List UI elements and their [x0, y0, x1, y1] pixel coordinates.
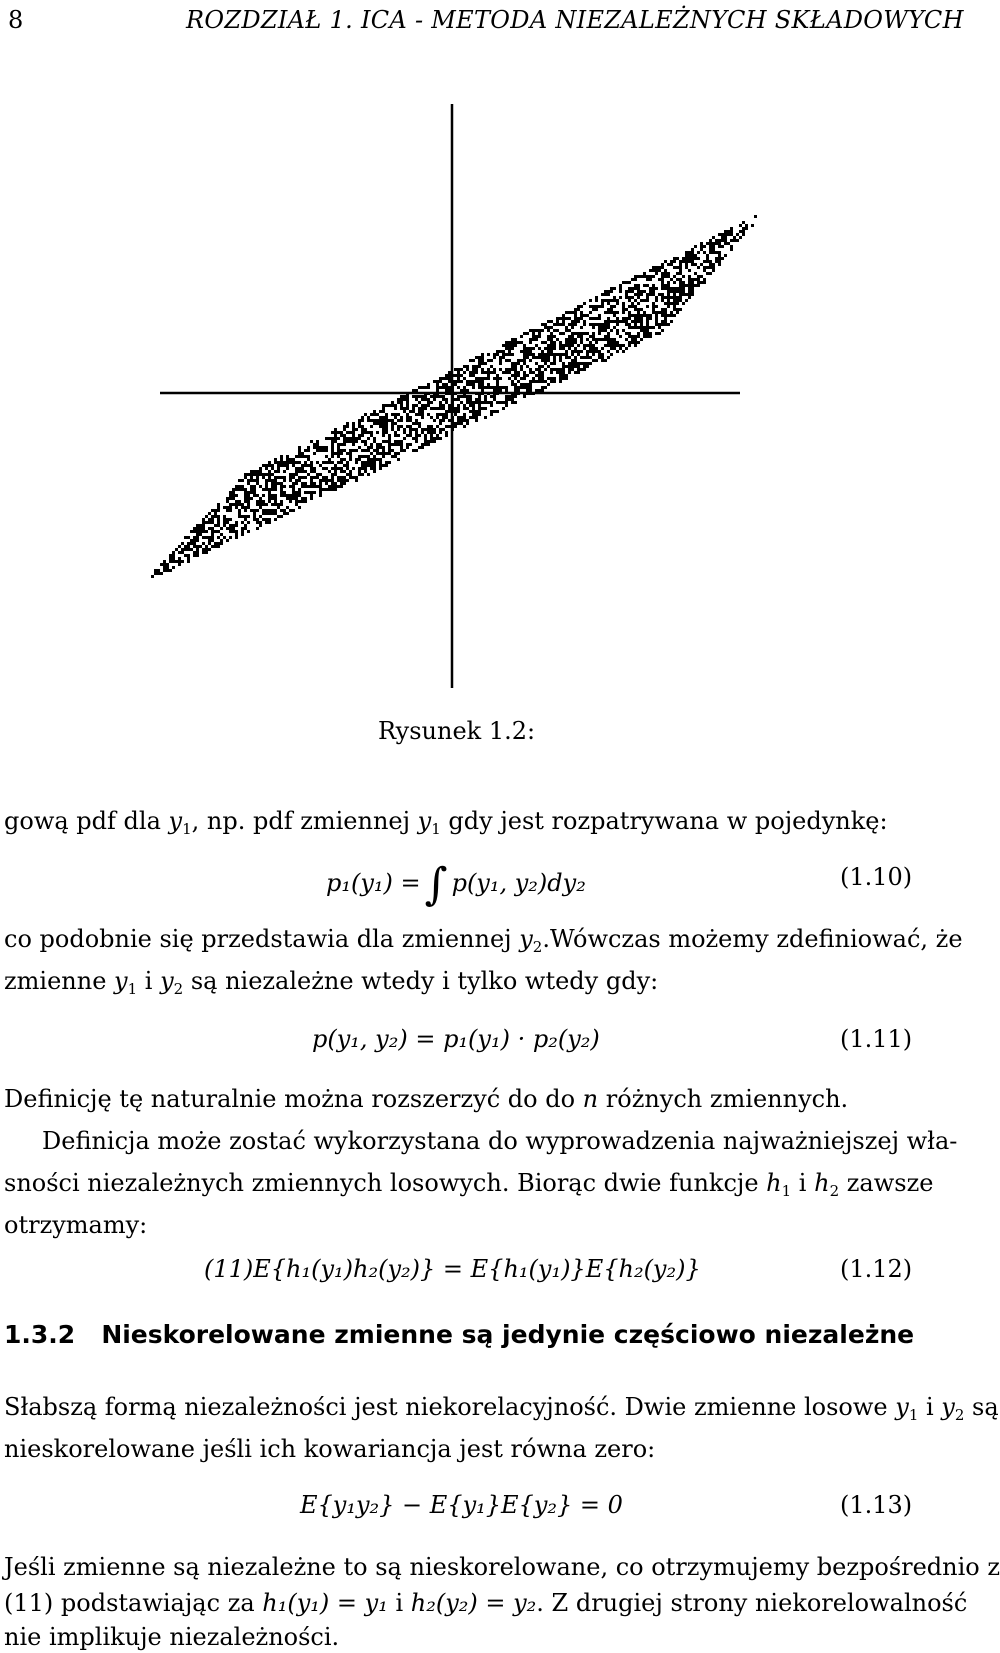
text-run: zawsze: [839, 1169, 934, 1197]
text-run: i: [918, 1393, 942, 1421]
paragraph-line: [4, 1588, 967, 1618]
math-var: h: [766, 1169, 782, 1197]
math-inline: h₁(y₁) = y₁: [262, 1589, 388, 1617]
text-run: są: [964, 1393, 999, 1421]
math-var: y: [114, 967, 128, 995]
paragraph-line: [4, 1392, 999, 1422]
section-heading: [4, 1320, 914, 1349]
equation-1-13: E{y₁y₂} − E{y₁}E{y₂} = 0: [300, 1491, 623, 1519]
math-sub: 1: [908, 1406, 919, 1424]
page-number: 8: [8, 6, 24, 34]
equation-number: (1.10): [840, 863, 913, 891]
paragraph-line: [4, 1084, 848, 1114]
math-var: y: [160, 967, 174, 995]
paragraph-line: nieskorelowane jeśli ich kowariancja jest równa zero:: [4, 1435, 656, 1463]
paragraph-line: [4, 1168, 933, 1198]
math-sub: 2: [829, 1182, 840, 1200]
math-var: y: [941, 1393, 955, 1421]
text-run: co podobnie się przedstawia dla zmiennej: [4, 925, 520, 953]
math-sub: 2: [532, 938, 543, 956]
paragraph-line: Jeśli zmienne są niezależne to są nieskorelowane, co otrzymujemy bezpośrednio z: [4, 1553, 1000, 1581]
scatter-figure: [120, 100, 800, 700]
text-run: , np. pdf zmiennej: [191, 807, 418, 835]
math-var: y: [168, 807, 183, 835]
text-run: i: [137, 967, 161, 995]
text-run: i: [791, 1169, 815, 1197]
equation-rhs: p(y₁, y₂)dy₂: [451, 869, 586, 897]
paragraph-line: [4, 924, 963, 954]
equation-number: (1.12): [840, 1255, 913, 1283]
text-run: gową pdf dla: [4, 807, 169, 835]
scatter-points: [151, 215, 757, 578]
figure-caption: Rysunek 1.2:: [378, 717, 536, 745]
math-sub: 1: [431, 820, 441, 838]
text-run: są niezależne wtedy i tylko wtedy gdy:: [183, 967, 659, 995]
math-sub: 1: [781, 1182, 792, 1200]
math-inline: h₂(y₂) = y₂: [410, 1589, 537, 1617]
running-header: [8, 6, 23, 34]
equation-number: (1.11): [840, 1025, 913, 1053]
paragraph-line: [4, 966, 658, 996]
math-var: n: [582, 1085, 599, 1113]
section-title: Nieskorelowane zmienne są jedynie częściowo niezależne: [101, 1320, 915, 1349]
equation-1-10: [326, 859, 586, 910]
text-run: Definicję tę naturalnie można rozszerzyć do do: [4, 1085, 583, 1113]
text-run: sności niezależnych zmiennych losowych. Biorąc dwie funkcje: [4, 1169, 767, 1197]
paragraph-line: [4, 806, 888, 836]
paragraph-line: Definicja może zostać wykorzystana do wyprowadzenia najważniejszej wła-: [42, 1127, 958, 1155]
text-run: Słabszą formą niezależności jest niekorelacyjność. Dwie zmienne losowe: [4, 1393, 896, 1421]
math-sub: 1: [127, 980, 138, 998]
math-sub: 2: [954, 1406, 965, 1424]
text-run: zmienne: [4, 967, 115, 995]
integral-sign: ∫: [424, 859, 448, 910]
text-run: różnych zmiennych.: [598, 1085, 849, 1113]
text-run: . Z drugiej strony niekorelowalność: [536, 1589, 968, 1617]
scatter-noise: [151, 215, 757, 578]
math-sub: 1: [182, 820, 192, 838]
text-run: gdy jest rozpatrywana w pojedynkę:: [440, 807, 888, 835]
text-run: i: [387, 1589, 411, 1617]
text-run: .Wówczas możemy zdefiniować, że: [542, 925, 963, 953]
paragraph-line: nie implikuje niezależności.: [4, 1623, 340, 1651]
paragraph-line: otrzymamy:: [4, 1211, 148, 1239]
equation-lhs: p₁(y₁) =: [326, 869, 421, 897]
math-var: y: [895, 1393, 909, 1421]
section-number: 1.3.2: [4, 1320, 76, 1349]
math-var: y: [417, 807, 432, 835]
equation-1-11: p(y₁, y₂) = p₁(y₁) · p₂(y₂): [312, 1025, 600, 1053]
equation-1-12: (11)E{h₁(y₁)h₂(y₂)} = E{h₁(y₁)}E{h₂(y₂)}: [204, 1255, 701, 1283]
text-run: (11) podstawiając za: [4, 1589, 263, 1617]
equation-number: (1.13): [840, 1491, 913, 1519]
running-title: ROZDZIAŁ 1. ICA - METODA NIEZALEŻNYCH SKŁADOWYCH: [186, 6, 964, 34]
math-var: h: [814, 1169, 830, 1197]
math-var: y: [519, 925, 533, 953]
math-sub: 2: [173, 980, 184, 998]
